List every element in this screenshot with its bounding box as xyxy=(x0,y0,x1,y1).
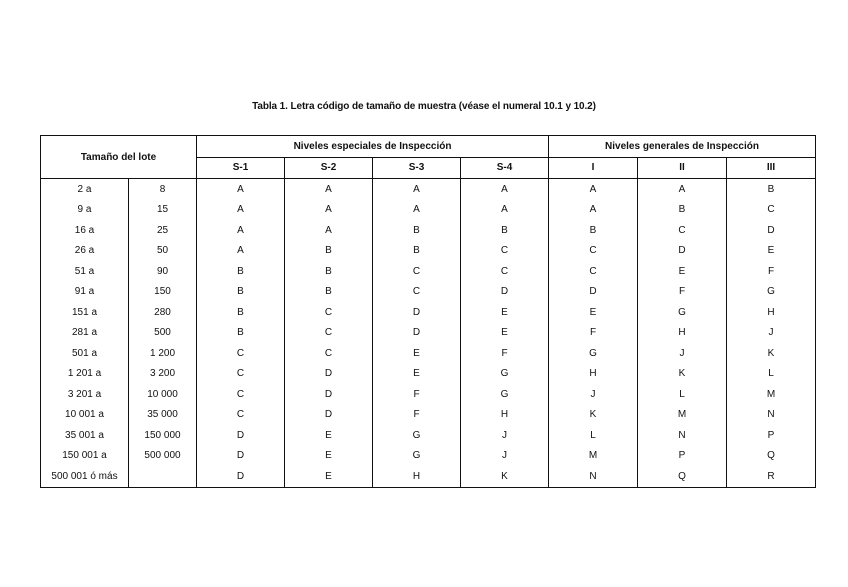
code-letter-iii: C xyxy=(727,200,816,221)
code-letter-s-2: B xyxy=(285,241,373,262)
table-row xyxy=(41,302,816,323)
table-row xyxy=(41,179,816,200)
table-row xyxy=(41,425,816,446)
code-letter-s-1: D xyxy=(197,446,285,467)
code-letter-s-4: E xyxy=(461,323,549,344)
lot-size-to: 500 000 xyxy=(129,446,197,467)
code-letter-i: G xyxy=(549,343,638,364)
code-letter-s-4: B xyxy=(461,220,549,241)
level-header-ii: II xyxy=(638,157,727,179)
lot-size-to: 150 xyxy=(129,282,197,303)
lot-size-from: 150 001 a xyxy=(41,446,129,467)
code-letter-s-2: A xyxy=(285,200,373,221)
code-letter-s-4: G xyxy=(461,364,549,385)
lot-size-from: 51 a xyxy=(41,261,129,282)
code-letter-iii: D xyxy=(727,220,816,241)
code-letter-s-2: A xyxy=(285,179,373,200)
code-letter-iii: N xyxy=(727,405,816,426)
code-letter-s-1: A xyxy=(197,179,285,200)
code-letter-s-1: C xyxy=(197,364,285,385)
code-letter-s-1: B xyxy=(197,302,285,323)
table-row xyxy=(41,323,816,344)
lot-size-from: 16 a xyxy=(41,220,129,241)
code-letter-s-2: C xyxy=(285,343,373,364)
code-letter-i: E xyxy=(549,302,638,323)
code-letter-s-1: A xyxy=(197,241,285,262)
code-letter-iii: B xyxy=(727,179,816,200)
lot-size-to: 1 200 xyxy=(129,343,197,364)
code-letter-i: A xyxy=(549,200,638,221)
table-row xyxy=(41,364,816,385)
code-letter-iii: K xyxy=(727,343,816,364)
code-letter-s-4: A xyxy=(461,200,549,221)
lot-size-to: 35 000 xyxy=(129,405,197,426)
code-letter-s-3: G xyxy=(373,425,461,446)
code-letter-s-3: B xyxy=(373,241,461,262)
lot-size-to: 150 000 xyxy=(129,425,197,446)
lot-size-from: 281 a xyxy=(41,323,129,344)
code-letter-s-2: D xyxy=(285,364,373,385)
code-letter-ii: P xyxy=(638,446,727,467)
code-letter-s-3: E xyxy=(373,364,461,385)
table-row xyxy=(41,446,816,467)
code-letter-ii: E xyxy=(638,261,727,282)
code-letter-i: M xyxy=(549,446,638,467)
level-header-iii: III xyxy=(727,157,816,179)
code-letter-s-3: A xyxy=(373,179,461,200)
code-letter-iii: M xyxy=(727,384,816,405)
code-letter-ii: K xyxy=(638,364,727,385)
lot-size-to: 3 200 xyxy=(129,364,197,385)
code-letter-s-2: E xyxy=(285,446,373,467)
table-row xyxy=(41,405,816,426)
table-row xyxy=(41,282,816,303)
lot-size-to: 90 xyxy=(129,261,197,282)
special-levels-header: Niveles especiales de Inspección xyxy=(197,136,549,158)
lot-size-to: 500 xyxy=(129,323,197,344)
lot-size-from: 26 a xyxy=(41,241,129,262)
lot-size-from: 501 a xyxy=(41,343,129,364)
table-row xyxy=(41,343,816,364)
table-row xyxy=(41,241,816,262)
code-letter-s-4: E xyxy=(461,302,549,323)
code-letter-iii: J xyxy=(727,323,816,344)
code-letter-s-1: C xyxy=(197,384,285,405)
code-letter-i: C xyxy=(549,261,638,282)
code-letter-s-4: H xyxy=(461,405,549,426)
code-letter-s-4: A xyxy=(461,179,549,200)
table-row xyxy=(41,466,816,487)
table-row xyxy=(41,261,816,282)
code-letter-s-1: B xyxy=(197,323,285,344)
code-letter-iii: G xyxy=(727,282,816,303)
code-letter-s-1: C xyxy=(197,343,285,364)
code-letter-ii: M xyxy=(638,405,727,426)
code-letter-iii: P xyxy=(727,425,816,446)
code-letter-s-3: A xyxy=(373,200,461,221)
code-letter-s-4: F xyxy=(461,343,549,364)
code-letter-s-4: C xyxy=(461,261,549,282)
code-letter-s-4: C xyxy=(461,241,549,262)
lot-size-to: 10 000 xyxy=(129,384,197,405)
lot-size-from: 3 201 a xyxy=(41,384,129,405)
lot-size-from: 10 001 a xyxy=(41,405,129,426)
code-letter-s-3: E xyxy=(373,343,461,364)
code-letter-s-3: H xyxy=(373,466,461,487)
code-letter-i: L xyxy=(549,425,638,446)
level-header-s-4: S-4 xyxy=(461,157,549,179)
code-letter-ii: Q xyxy=(638,466,727,487)
sample-size-code-table xyxy=(40,135,816,488)
code-letter-s-3: F xyxy=(373,384,461,405)
code-letter-ii: C xyxy=(638,220,727,241)
code-letter-i: J xyxy=(549,384,638,405)
code-letter-ii: A xyxy=(638,179,727,200)
code-letter-s-2: E xyxy=(285,466,373,487)
code-letter-s-2: C xyxy=(285,323,373,344)
code-letter-s-2: A xyxy=(285,220,373,241)
code-letter-ii: L xyxy=(638,384,727,405)
table-row xyxy=(41,200,816,221)
code-letter-s-2: E xyxy=(285,425,373,446)
code-letter-s-2: B xyxy=(285,282,373,303)
lot-size-from: 1 201 a xyxy=(41,364,129,385)
code-letter-ii: N xyxy=(638,425,727,446)
code-letter-iii: Q xyxy=(727,446,816,467)
code-letter-i: C xyxy=(549,241,638,262)
code-letter-s-2: D xyxy=(285,384,373,405)
code-letter-s-1: C xyxy=(197,405,285,426)
lot-size-from: 91 a xyxy=(41,282,129,303)
lot-size-to: 8 xyxy=(129,179,197,200)
code-letter-ii: G xyxy=(638,302,727,323)
code-letter-s-4: G xyxy=(461,384,549,405)
code-letter-iii: E xyxy=(727,241,816,262)
code-letter-s-4: K xyxy=(461,466,549,487)
code-letter-s-2: B xyxy=(285,261,373,282)
code-letter-i: N xyxy=(549,466,638,487)
code-letter-ii: B xyxy=(638,200,727,221)
lot-size-header: Tamaño del lote xyxy=(41,136,197,179)
code-letter-i: D xyxy=(549,282,638,303)
code-letter-iii: F xyxy=(727,261,816,282)
code-letter-s-1: B xyxy=(197,282,285,303)
lot-size-to: 15 xyxy=(129,200,197,221)
code-letter-s-3: C xyxy=(373,261,461,282)
code-letter-iii: R xyxy=(727,466,816,487)
code-letter-s-1: A xyxy=(197,220,285,241)
lot-size-to: 280 xyxy=(129,302,197,323)
code-letter-ii: F xyxy=(638,282,727,303)
code-letter-i: K xyxy=(549,405,638,426)
code-letter-iii: L xyxy=(727,364,816,385)
lot-size-from: 500 001 ó más xyxy=(41,466,129,487)
code-letter-s-3: B xyxy=(373,220,461,241)
lot-size-from: 2 a xyxy=(41,179,129,200)
level-header-i: I xyxy=(549,157,638,179)
code-letter-s-3: D xyxy=(373,302,461,323)
code-letter-i: B xyxy=(549,220,638,241)
code-letter-i: H xyxy=(549,364,638,385)
code-letter-s-3: F xyxy=(373,405,461,426)
lot-size-from: 9 a xyxy=(41,200,129,221)
code-letter-i: F xyxy=(549,323,638,344)
code-letter-s-1: D xyxy=(197,466,285,487)
lot-size-to: 25 xyxy=(129,220,197,241)
lot-size-to: 50 xyxy=(129,241,197,262)
general-levels-header: Niveles generales de Inspección xyxy=(549,136,816,158)
code-letter-s-3: D xyxy=(373,323,461,344)
code-letter-ii: H xyxy=(638,323,727,344)
code-letter-s-1: A xyxy=(197,200,285,221)
code-letter-s-2: C xyxy=(285,302,373,323)
lot-size-from: 151 a xyxy=(41,302,129,323)
code-letter-s-3: C xyxy=(373,282,461,303)
code-letter-s-4: J xyxy=(461,425,549,446)
table-row xyxy=(41,220,816,241)
code-letter-s-4: J xyxy=(461,446,549,467)
code-letter-ii: J xyxy=(638,343,727,364)
code-letter-iii: H xyxy=(727,302,816,323)
code-letter-ii: D xyxy=(638,241,727,262)
code-letter-s-1: B xyxy=(197,261,285,282)
code-letter-s-4: D xyxy=(461,282,549,303)
lot-size-to xyxy=(129,466,197,487)
table-row xyxy=(41,384,816,405)
code-letter-s-1: D xyxy=(197,425,285,446)
level-header-s-2: S-2 xyxy=(285,157,373,179)
code-letter-i: A xyxy=(549,179,638,200)
code-letter-s-2: D xyxy=(285,405,373,426)
code-letter-s-3: G xyxy=(373,446,461,467)
lot-size-from: 35 001 a xyxy=(41,425,129,446)
table-caption: Tabla 1. Letra código de tamaño de muestra (véase el numeral 10.1 y 10.2) xyxy=(252,101,596,112)
level-header-s-3: S-3 xyxy=(373,157,461,179)
level-header-s-1: S-1 xyxy=(197,157,285,179)
